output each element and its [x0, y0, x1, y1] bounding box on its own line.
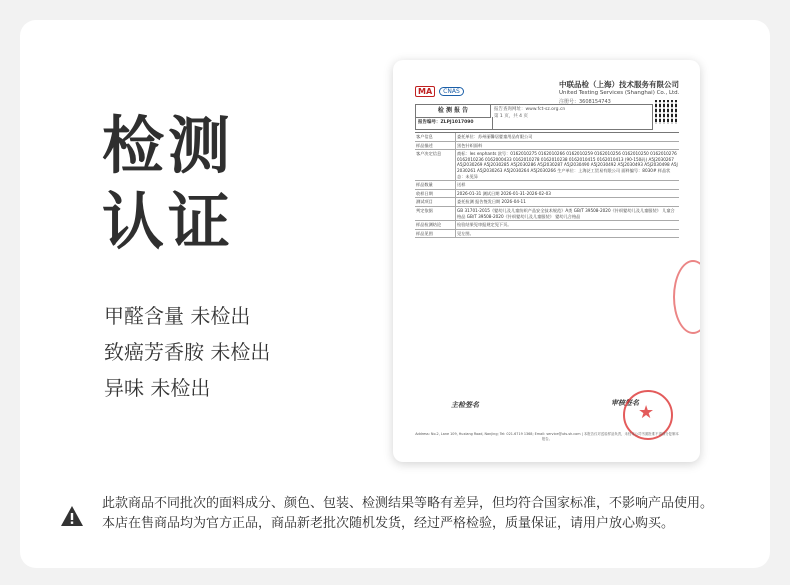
report-row — [415, 198, 679, 207]
test-report — [415, 80, 679, 458]
report-row-key: 收样日期 — [415, 190, 456, 198]
report-number: 报告编号：ZLPJ1017090 — [416, 117, 493, 129]
report-row-value: 检验结果见审报规定见下页。 — [457, 222, 512, 228]
claim-aromatic-amine: 致癌芳香胺 未检出 — [104, 340, 271, 364]
cnas-logo: CNAS — [439, 87, 464, 96]
report-row — [415, 142, 679, 151]
report-row-value: 送样 — [457, 182, 466, 188]
signature-2: 审核签名 — [611, 399, 639, 407]
ma-logo: MA — [415, 86, 435, 97]
report-row-value: 黑色针织面料 — [457, 142, 483, 148]
report-row-value: GB 31701-2015《婴幼儿及儿童纺织产品安全技术规范》A类 GB/T 39508-2020《针织婴幼儿及儿童服装》 儿童合格品 GB/T 39508-2020《针织婴幼儿及儿童服装》 婴幼儿合格品 — [457, 207, 675, 219]
report-header: 检 测 报 告 报告编号：ZLPJ1017090 报告查询网址：www.fct-sz.org.cn 第 1 页，共 4 页 — [415, 104, 653, 130]
report-row — [415, 207, 679, 221]
disclaimer-line-2: 本店在售商品均为官方正品，商品新老批次随机发货，经过严格检验，质量保证，请用户放心购买。 — [102, 516, 675, 531]
report-row-value: 2026-01-31 测试日期 2026-01-31-2026-02-03 — [457, 190, 551, 196]
headline-line-2: 认证 — [102, 185, 235, 258]
lab-name: 中联品检（上海）技术服务有限公司 United Testing Services (Shanghai) Co., Ltd. 注册号：3608154743 — [559, 80, 680, 105]
claim-formaldehyde: 甲醛含量 未检出 — [104, 304, 251, 328]
report-row-key: 判定依据 — [415, 207, 456, 220]
report-row — [415, 230, 679, 239]
warning-triangle-icon — [60, 504, 84, 528]
star-icon: ★ — [638, 402, 655, 423]
report-row-value: 见左图。 — [457, 230, 474, 236]
headline — [102, 108, 234, 260]
report-row-value: 委托单位：苏州丽馨居婴童用品有限公司 — [457, 134, 533, 139]
report-row-value: 委托检测 报告签发日期 2026-04-11 — [457, 199, 526, 205]
seal-stamp-partial — [673, 260, 700, 334]
report-row — [415, 190, 679, 199]
accreditation-logos — [415, 80, 464, 102]
disclaimer-line-1: 此款商品不同批次的面料成分、颜色、包装、检测结果等略有差异，但均符合国家标准，不影响产品使用。 — [102, 496, 714, 511]
report-footer: Address: No.2, Lane 109, Huxiang Road, Nanjing; Tel: 021-6719 1368; Email: service@uts-sh.com | 本报告仅对送检样品负责，未经本公司书面批准不得部分复制本报告。 — [415, 432, 679, 441]
claim-odor: 异味 未检出 — [104, 376, 211, 400]
report-row — [415, 150, 679, 181]
signature-1: 主检签名 — [451, 401, 479, 409]
report-row-key: 样品检测结论 — [415, 221, 456, 229]
report-row-key: 测试项目 — [415, 198, 456, 206]
report-row-key: 客户决定信息 — [415, 150, 456, 180]
report-row-key: 样品数量 — [415, 181, 456, 189]
report-row-key: 样品见图 — [415, 230, 456, 238]
test-claims — [104, 298, 270, 406]
headline-line-1: 检测 — [102, 109, 235, 182]
report-row-key: 样品描述 — [415, 142, 456, 150]
report-table — [415, 132, 679, 238]
report-row-key: 客户信息 — [415, 133, 456, 141]
report-row-value: 商标：les enphants 款号：0162010275 0162010266 0162010259 0162010256 0162010250 0162010276 0162010236 0162000433 0162010278 0162010238 0162010415 0162010413 (90-150码) A5J2030267 A5J2030269 A5J2030285 A5J2030286 A5J2030287 A5J2030490 A5J2030492 A5J2030493 A5J2030498 A5J2030261 A5J2030263 A5J2030264 A5J2030266 生产单位：上海泛工贸易有限公司 面料编号：8030# 样品状态：未见异 — [457, 151, 678, 179]
report-title: 检 测 报 告 — [416, 105, 491, 118]
test-report-image — [393, 60, 700, 462]
report-row — [415, 181, 679, 190]
report-row — [415, 221, 679, 230]
report-row — [415, 133, 679, 142]
